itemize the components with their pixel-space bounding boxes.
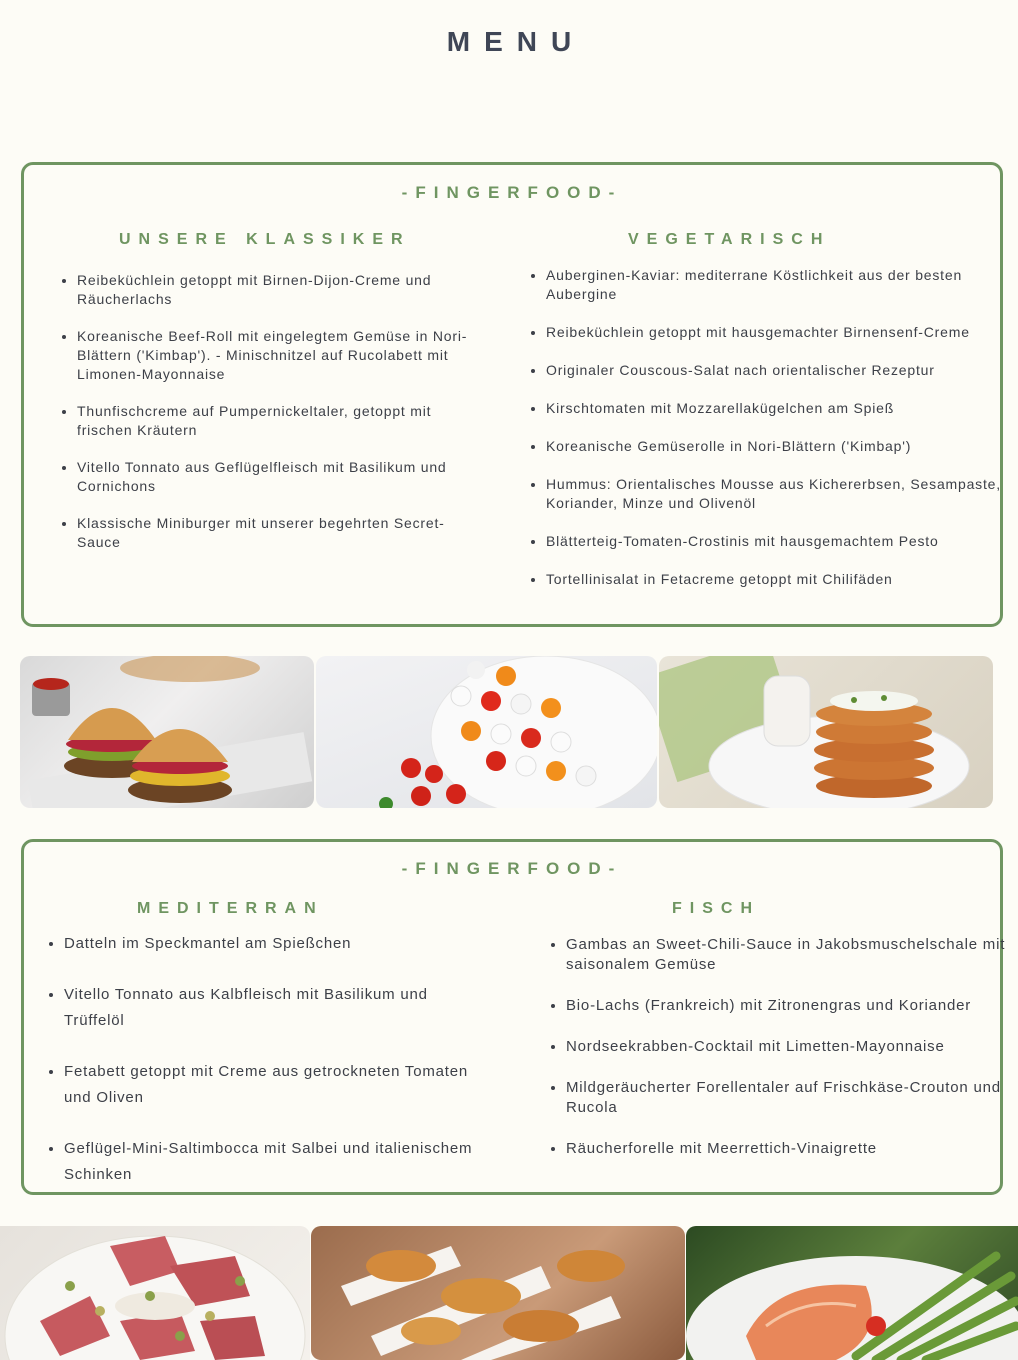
list-item: • Räucherforelle mit Meerrettich-Vinaigrette — [566, 1139, 1006, 1159]
list-item: • Reibeküchlein getoppt mit Birnen-Dijon-Creme und Räucherlachs — [77, 271, 487, 309]
list-item: • Bio-Lachs (Frankreich) mit Zitronengras und Koriander — [566, 996, 1006, 1016]
list-item: • Koreanische Gemüserolle in Nori-Blättern ('Kimbap') — [546, 437, 1006, 456]
heading-klassiker: UNSERE KLASSIKER — [119, 231, 411, 248]
list-item: • Tortellinisalat in Fetacreme getoppt mit Chilifäden — [546, 570, 1006, 589]
list-item: • Mildgeräucherter Forellentaler auf Frischkäse-Crouton und Rucola — [566, 1078, 1006, 1118]
list-item: • Koreanische Beef-Roll mit eingelegtem Gemüse in Nori-Blättern ('Kimbap'). - Minischnitzel auf Rucolabett mit Limonen-Mayonnaise — [77, 327, 487, 384]
section-title: -FINGERFOOD- — [401, 183, 623, 202]
list-item: • Nordseekrabben-Cocktail mit Limetten-Mayonnaise — [566, 1037, 1006, 1057]
list-item: • Kirschtomaten mit Mozzarellakügelchen am Spieß — [546, 399, 1006, 418]
list-fisch — [544, 935, 1006, 1180]
list-item: • Vitello Tonnato aus Kalbfleisch mit Basilikum und Trüffelöl — [64, 982, 484, 1034]
list-item: • Fetabett getoppt mit Creme aus getrockneten Tomaten und Oliven — [64, 1059, 484, 1111]
heading-vegetarisch: VEGETARISCH — [628, 231, 831, 248]
list-item: • Klassische Miniburger mit unserer begehrten Secret-Sauce — [77, 514, 487, 552]
pancakes-photo — [659, 656, 993, 808]
list-item: • Reibeküchlein getoppt mit hausgemachter Birnensenf-Creme — [546, 323, 1006, 342]
skewers-photo — [316, 656, 657, 808]
list-item: • Vitello Tonnato aus Geflügelfleisch mit Basilikum und Cornichons — [77, 458, 487, 496]
fingerfood-box-1 — [21, 162, 1003, 627]
nuggets-photo — [311, 1226, 685, 1360]
list-item: • Thunfischcreme auf Pumpernickeltaler, getoppt mit frischen Kräutern — [77, 402, 487, 440]
list-klassiker — [55, 271, 487, 570]
list-item: • Geflügel-Mini-Saltimbocca mit Salbei und italienischem Schinken — [64, 1136, 484, 1188]
carpaccio-photo — [0, 1226, 310, 1360]
burgers-photo — [20, 656, 314, 808]
list-item: • Originaler Couscous-Salat nach orientalischer Rezeptur — [546, 361, 1006, 380]
list-item: • Datteln im Speckmantel am Spießchen — [64, 931, 484, 957]
salmon-photo — [686, 1226, 1018, 1360]
section-title: -FINGERFOOD- — [401, 859, 623, 878]
heading-mediterran: MEDITERRAN — [137, 900, 324, 917]
list-item: • Blätterteig-Tomaten-Crostinis mit hausgemachtem Pesto — [546, 532, 1006, 551]
list-item: • Gambas an Sweet-Chili-Sauce in Jakobsmuschelschale mit saisonalem Gemüse — [566, 935, 1006, 975]
list-item: • Hummus: Orientalisches Mousse aus Kichererbsen, Sesampaste, Koriander, Minze und Olivenöl — [546, 475, 1006, 513]
fingerfood-box-2 — [21, 839, 1006, 1195]
list-vegetarisch — [524, 266, 1006, 608]
list-mediterran — [42, 931, 484, 1213]
page-title: MENU — [446, 26, 586, 57]
list-item: • Auberginen-Kaviar: mediterrane Köstlichkeit aus der besten Aubergine — [546, 266, 1006, 304]
heading-fisch: FISCH — [672, 900, 760, 917]
